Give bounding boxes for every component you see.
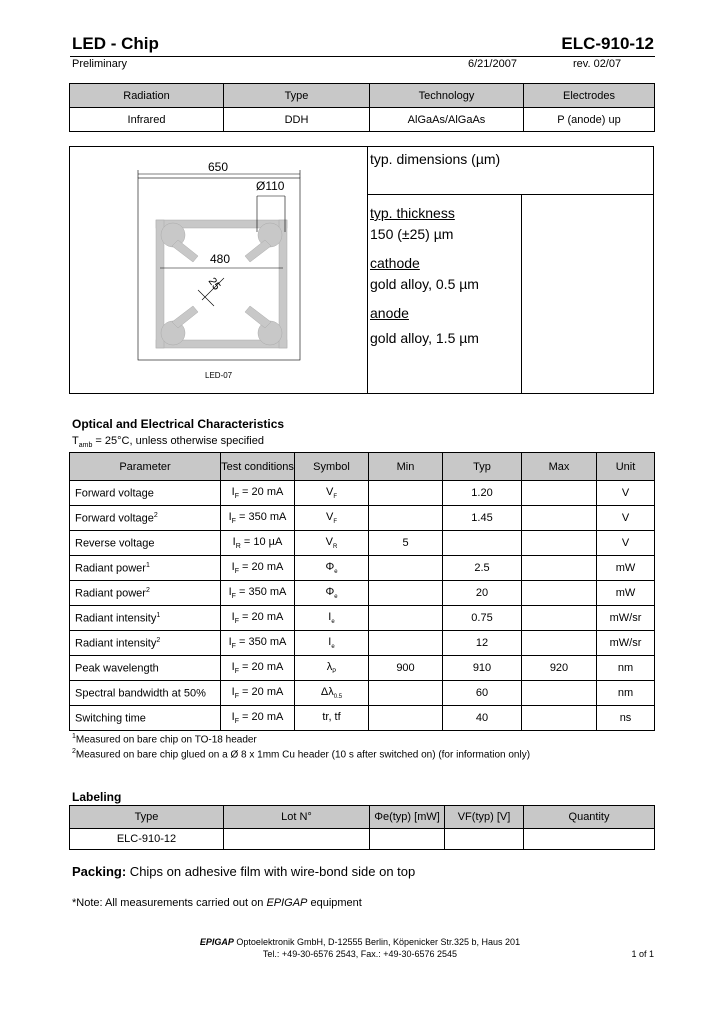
dim-pad-label: Ø110 bbox=[256, 179, 285, 193]
char-row bbox=[70, 506, 655, 531]
sym-main: I bbox=[328, 610, 332, 623]
summary-value: Infrared bbox=[70, 108, 224, 132]
param-name: Reverse voltage bbox=[75, 537, 155, 550]
typ-cell: 40 bbox=[443, 706, 522, 731]
unit-cell: nm bbox=[597, 681, 655, 706]
max-cell bbox=[522, 606, 597, 631]
sym-main: I bbox=[328, 635, 332, 648]
finger bbox=[245, 240, 271, 262]
cond-cell bbox=[221, 656, 295, 681]
header-rule bbox=[70, 56, 655, 57]
char-row bbox=[70, 556, 655, 581]
cond-main: I bbox=[228, 510, 232, 523]
max-cell: 920 bbox=[522, 656, 597, 681]
param-cell bbox=[70, 631, 221, 656]
summary-header: Technology bbox=[370, 84, 524, 108]
footer-brand: EPIGAP bbox=[199, 937, 234, 947]
unit-cell: mW bbox=[597, 556, 655, 581]
char-row bbox=[70, 606, 655, 631]
cond-main: I bbox=[231, 485, 235, 498]
param-cell bbox=[70, 681, 221, 706]
cond-cell bbox=[221, 606, 295, 631]
cond-main: I bbox=[231, 560, 235, 573]
cond-main: I bbox=[231, 660, 235, 673]
param-name: Switching time bbox=[75, 712, 146, 725]
min-cell bbox=[369, 631, 443, 656]
char-row bbox=[70, 531, 655, 556]
label-value bbox=[224, 829, 370, 850]
max-cell bbox=[522, 681, 597, 706]
sym-main: V bbox=[325, 485, 334, 498]
summary-value: P (anode) up bbox=[524, 108, 655, 132]
param-name: Radiant intensity bbox=[75, 637, 157, 650]
symbol-cell bbox=[295, 556, 369, 581]
cond-val: = 20 mA bbox=[239, 685, 284, 698]
param-name: Radiant power bbox=[75, 562, 146, 575]
char-row bbox=[70, 581, 655, 606]
summary-value: DDH bbox=[224, 108, 370, 132]
footer-address bbox=[0, 937, 720, 947]
symbol-cell bbox=[295, 531, 369, 556]
min-cell bbox=[369, 506, 443, 531]
condition-rest: = 25°C, unless otherwise specified bbox=[92, 435, 264, 447]
label-value bbox=[524, 829, 655, 850]
note-suffix: equipment bbox=[307, 897, 362, 909]
unit-cell: ns bbox=[597, 706, 655, 731]
part-number: ELC-910-12 bbox=[561, 34, 654, 53]
min-cell: 5 bbox=[369, 531, 443, 556]
thickness-value: 150 (±25) µm bbox=[370, 226, 454, 242]
cond-val: = 20 mA bbox=[239, 485, 284, 498]
symbol-cell bbox=[295, 481, 369, 506]
packing-label: Packing: bbox=[72, 864, 127, 879]
min-cell bbox=[369, 706, 443, 731]
characteristics-title: Optical and Electrical Characteristics bbox=[72, 417, 285, 431]
cond-sub: F bbox=[234, 568, 239, 576]
footnote-text: Measured on bare chip glued on a Ø 8 x 1mm Cu header (10 s after switched on) (for information only) bbox=[75, 749, 531, 761]
typ-cell: 60 bbox=[443, 681, 522, 706]
dim-inner-label: 480 bbox=[210, 252, 231, 266]
anode-value: gold alloy, 1.5 µm bbox=[370, 330, 479, 346]
char-header: Max bbox=[522, 453, 597, 481]
doc-revision: rev. 02/07 bbox=[573, 58, 622, 70]
typ-cell bbox=[443, 531, 522, 556]
cond-main: I bbox=[231, 710, 235, 723]
char-header: Test conditions bbox=[221, 453, 295, 481]
sym-sub: F bbox=[333, 494, 337, 501]
cond-cell bbox=[221, 506, 295, 531]
char-header: Typ bbox=[443, 453, 522, 481]
note-brand: EPIGAP bbox=[266, 897, 308, 909]
param-name: Forward voltage bbox=[75, 487, 154, 500]
footnote-1 bbox=[72, 733, 257, 745]
param-sup: 1 bbox=[156, 611, 161, 619]
char-header: Min bbox=[369, 453, 443, 481]
cond-cell bbox=[221, 481, 295, 506]
max-cell bbox=[522, 581, 597, 606]
unit-cell: mW/sr bbox=[597, 606, 655, 631]
condition-prefix: T bbox=[72, 435, 79, 447]
footnote-num: 2 bbox=[72, 748, 76, 755]
finger bbox=[245, 306, 271, 328]
sym-sub: F bbox=[333, 519, 337, 526]
max-cell bbox=[522, 506, 597, 531]
cond-cell bbox=[221, 556, 295, 581]
cond-main: I bbox=[232, 535, 236, 548]
symbol-cell bbox=[295, 581, 369, 606]
page-number: 1 of 1 bbox=[631, 949, 654, 959]
dimension-hline bbox=[367, 194, 654, 195]
typ-cell: 2.5 bbox=[443, 556, 522, 581]
summary-table bbox=[69, 83, 655, 132]
param-sup: 2 bbox=[156, 636, 161, 644]
char-row bbox=[70, 681, 655, 706]
typ-cell: 20 bbox=[443, 581, 522, 606]
dimensions-heading: typ. dimensions (µm) bbox=[370, 151, 501, 167]
cond-cell bbox=[221, 531, 295, 556]
labeling-title: Labeling bbox=[72, 790, 122, 804]
cond-main: I bbox=[231, 685, 235, 698]
param-name: Spectral bandwidth at 50% bbox=[75, 687, 206, 700]
unit-cell: mW/sr bbox=[597, 631, 655, 656]
sym-main: Δλ bbox=[320, 685, 334, 698]
anode-label: anode bbox=[370, 305, 409, 321]
typ-cell: 0.75 bbox=[443, 606, 522, 631]
cond-val: = 20 mA bbox=[239, 560, 284, 573]
unit-cell: V bbox=[597, 531, 655, 556]
cond-cell bbox=[221, 631, 295, 656]
symbol-cell bbox=[295, 631, 369, 656]
sym-main: λ bbox=[326, 660, 333, 673]
cond-sub: F bbox=[234, 668, 239, 676]
note-line bbox=[72, 897, 362, 909]
label-header: Φe(typ) [mW] bbox=[370, 806, 445, 829]
footer-contact: Tel.: +49-30-6576 2543, Fax.: +49-30-6576 2545 bbox=[262, 949, 458, 959]
unit-cell: nm bbox=[597, 656, 655, 681]
max-cell bbox=[522, 556, 597, 581]
sym-sub: e bbox=[334, 569, 338, 576]
characteristics-condition bbox=[72, 435, 264, 449]
labeling-table bbox=[69, 805, 655, 850]
packing-line bbox=[72, 864, 415, 879]
param-cell bbox=[70, 556, 221, 581]
cond-sub: F bbox=[234, 718, 239, 726]
min-cell bbox=[369, 556, 443, 581]
diag-dim-tick bbox=[198, 290, 214, 306]
cond-cell bbox=[221, 681, 295, 706]
param-cell bbox=[70, 706, 221, 731]
param-name: Radiant power bbox=[75, 587, 146, 600]
sym-main: Φ bbox=[325, 560, 335, 573]
cond-val: = 350 mA bbox=[235, 585, 287, 598]
label-value: ELC-910-12 bbox=[70, 829, 224, 850]
param-sup: 2 bbox=[145, 586, 150, 594]
finger bbox=[172, 240, 198, 262]
sym-sub: e bbox=[331, 644, 335, 651]
sym-main: Φ bbox=[325, 585, 335, 598]
param-cell bbox=[70, 481, 221, 506]
cond-sub: R bbox=[235, 543, 241, 551]
param-cell bbox=[70, 506, 221, 531]
char-header: Unit bbox=[597, 453, 655, 481]
char-row bbox=[70, 656, 655, 681]
status-label: Preliminary bbox=[72, 58, 128, 70]
finger bbox=[172, 306, 198, 328]
label-header: VF(typ) [V] bbox=[445, 806, 524, 829]
param-sup: 1 bbox=[145, 561, 150, 569]
typ-cell: 910 bbox=[443, 656, 522, 681]
dimension-divider bbox=[367, 146, 368, 394]
symbol-cell bbox=[295, 681, 369, 706]
max-cell bbox=[522, 631, 597, 656]
param-cell bbox=[70, 606, 221, 631]
sym-main: V bbox=[325, 510, 334, 523]
label-header: Lot N° bbox=[224, 806, 370, 829]
cond-cell bbox=[221, 706, 295, 731]
cond-main: I bbox=[228, 635, 232, 648]
cond-main: I bbox=[228, 585, 232, 598]
char-header: Symbol bbox=[295, 453, 369, 481]
label-header: Quantity bbox=[524, 806, 655, 829]
dimension-col-divider bbox=[521, 194, 522, 394]
char-row bbox=[70, 481, 655, 506]
cond-sub: F bbox=[231, 518, 236, 526]
cond-val: = 20 mA bbox=[239, 610, 284, 623]
typ-cell: 1.45 bbox=[443, 506, 522, 531]
unit-cell: mW bbox=[597, 581, 655, 606]
footnote-text: Measured on bare chip on TO-18 header bbox=[75, 734, 257, 746]
summary-header: Electrodes bbox=[524, 84, 655, 108]
param-sup: 2 bbox=[153, 511, 158, 519]
condition-sub: amb bbox=[78, 442, 93, 450]
doc-title: LED - Chip bbox=[72, 34, 159, 53]
symbol-cell bbox=[295, 606, 369, 631]
sym-sub: e bbox=[331, 619, 335, 626]
label-value bbox=[370, 829, 445, 850]
thickness-label: typ. thickness bbox=[370, 205, 455, 221]
min-cell bbox=[369, 481, 443, 506]
param-name: Forward voltage bbox=[75, 512, 154, 525]
param-cell bbox=[70, 581, 221, 606]
param-name: Radiant intensity bbox=[75, 612, 157, 625]
cond-sub: F bbox=[234, 693, 239, 701]
footnote-2 bbox=[72, 748, 530, 760]
param-cell bbox=[70, 656, 221, 681]
sym-main: V bbox=[325, 535, 333, 548]
dim-width-label: 650 bbox=[208, 160, 229, 174]
cond-cell bbox=[221, 581, 295, 606]
cond-sub: F bbox=[234, 618, 239, 626]
sym-sub: e bbox=[334, 594, 338, 601]
summary-value: AlGaAs/AlGaAs bbox=[370, 108, 524, 132]
cond-val: = 350 mA bbox=[235, 635, 287, 648]
char-row bbox=[70, 706, 655, 731]
cond-val: = 350 mA bbox=[235, 510, 287, 523]
unit-cell: V bbox=[597, 506, 655, 531]
min-cell bbox=[369, 606, 443, 631]
min-cell: 900 bbox=[369, 656, 443, 681]
cond-sub: F bbox=[234, 493, 239, 501]
min-cell bbox=[369, 681, 443, 706]
char-row bbox=[70, 631, 655, 656]
characteristics-table bbox=[69, 452, 655, 731]
cond-val: = 20 mA bbox=[239, 660, 284, 673]
cond-val: = 20 mA bbox=[239, 710, 284, 723]
param-name: Peak wavelength bbox=[75, 662, 159, 675]
note-prefix: *Note: All measurements carried out on bbox=[72, 897, 267, 909]
footer-address-text: Optoelektronik GmbH, D-12555 Berlin, Köpenicker Str.325 b, Haus 201 bbox=[233, 937, 521, 947]
summary-header: Type bbox=[224, 84, 370, 108]
summary-header: Radiation bbox=[70, 84, 224, 108]
typ-cell: 1.20 bbox=[443, 481, 522, 506]
cond-val: = 10 µA bbox=[240, 535, 283, 548]
max-cell bbox=[522, 706, 597, 731]
symbol-cell bbox=[295, 706, 369, 731]
label-value bbox=[445, 829, 524, 850]
cathode-label: cathode bbox=[370, 255, 420, 271]
sym-sub: R bbox=[333, 544, 338, 551]
sym-main: tr, tf bbox=[322, 710, 341, 723]
typ-cell: 12 bbox=[443, 631, 522, 656]
drawing-caption: LED-07 bbox=[205, 371, 233, 380]
label-header: Type bbox=[70, 806, 224, 829]
footnote-num: 1 bbox=[72, 733, 76, 740]
unit-cell: V bbox=[597, 481, 655, 506]
cathode-value: gold alloy, 0.5 µm bbox=[370, 276, 479, 292]
packing-text: Chips on adhesive film with wire-bond side on top bbox=[126, 864, 416, 879]
cond-sub: F bbox=[231, 593, 236, 601]
min-cell bbox=[369, 581, 443, 606]
sym-sub: P bbox=[332, 669, 337, 676]
sym-sub: 0.5 bbox=[333, 694, 343, 701]
cond-main: I bbox=[231, 610, 235, 623]
param-cell bbox=[70, 531, 221, 556]
cond-sub: F bbox=[231, 643, 236, 651]
symbol-cell bbox=[295, 656, 369, 681]
symbol-cell bbox=[295, 506, 369, 531]
dim-diag-label: 25 bbox=[205, 275, 223, 293]
max-cell bbox=[522, 481, 597, 506]
max-cell bbox=[522, 531, 597, 556]
char-header: Parameter bbox=[70, 453, 221, 481]
doc-date: 6/21/2007 bbox=[468, 58, 517, 70]
